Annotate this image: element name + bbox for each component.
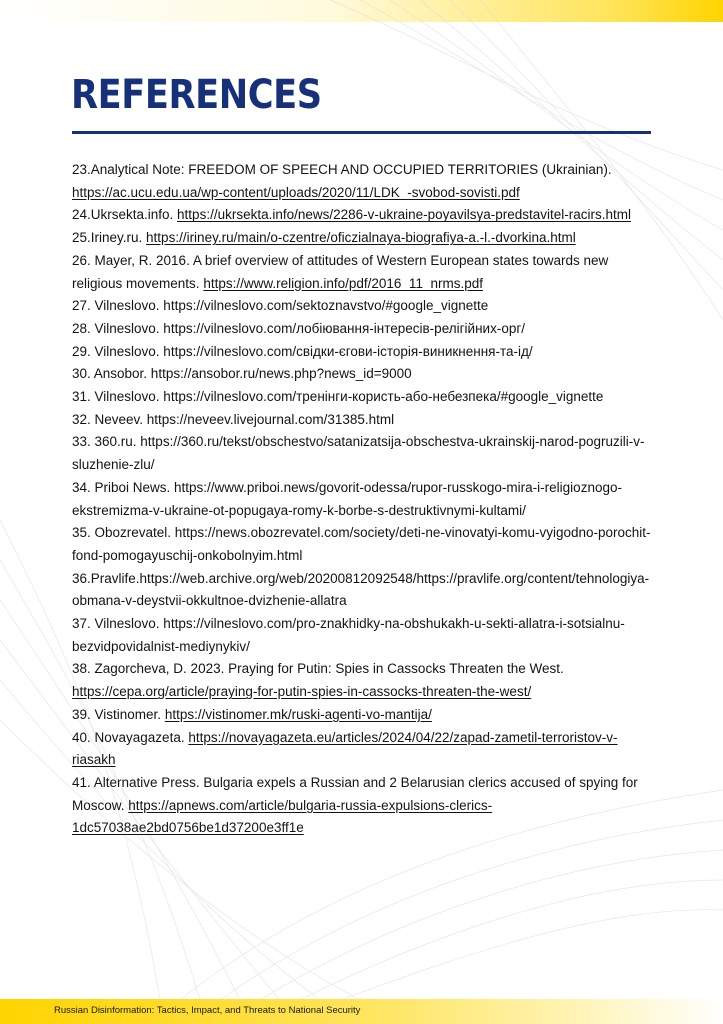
reference-text: 35. Obozrevatel. https://news.obozrevatel.com/society/deti-ne-vinovatyi-komu-vyigodno-porochit-fond-pomogayuschij-onkobolnyim.html xyxy=(72,525,651,563)
references-list xyxy=(72,159,654,840)
reference-text: 23.Analytical Note: FREEDOM OF SPEECH AND OCCUPIED TERRITORIES (Ukrainian). xyxy=(72,162,612,177)
reference-text: 30. Ansobor. https://ansobor.ru/news.php?news_id=9000 xyxy=(72,366,412,382)
reference-text: 31. Vilneslovo. https://vilneslovo.com/тренінги-користь-або-небезпека/#google_vignette xyxy=(72,389,604,405)
reference-link[interactable]: https://iriney.ru/main/o-czentre/oficzialnaya-biografiya-a.-l.-dvorkina.html xyxy=(146,230,576,246)
reference-entry xyxy=(72,727,654,772)
reference-text: 29. Vilneslovo. https://vilneslovo.com/свідки-єгови-історія-виникнення-та-ід/ xyxy=(72,343,533,359)
reference-link[interactable]: https://ukrsekta.info/news/2286-v-ukraine-poyavilsya-predstavitel-racirs.html xyxy=(177,207,631,223)
reference-entry xyxy=(72,658,654,703)
reference-text: 28. Vilneslovo. https://vilneslovo.com/лобіювання-інтересів-релігійних-орг/ xyxy=(72,320,526,336)
reference-link[interactable]: https://vistinomer.mk/ruski-agenti-vo-mantija/ xyxy=(164,706,432,722)
reference-text: 39. Vistinomer. xyxy=(72,706,165,722)
reference-link[interactable]: https://cepa.org/article/praying-for-putin-spies-in-cassocks-threaten-the-west/ xyxy=(72,684,532,700)
reference-link[interactable]: https://ac.ucu.edu.ua/wp-content/uploads/2020/11/LDK_-svobod-sovisti.pdf xyxy=(72,184,520,200)
reference-entry xyxy=(72,409,654,432)
reference-text: 25.Iriney.ru. xyxy=(72,230,147,246)
title-divider xyxy=(72,131,651,134)
reference-entry xyxy=(72,386,654,409)
reference-entry xyxy=(72,772,654,840)
reference-entry xyxy=(72,522,654,567)
footer-band xyxy=(0,999,723,1024)
reference-entry xyxy=(72,431,654,476)
reference-text: 36.Pravlife.https://web.archive.org/web/20200812092548/https://pravlife.org/content/tehnologiya-obmana-v-deystvii-okkultnoe-dvizhenie-allatra xyxy=(72,570,650,609)
reference-text: 32. Neveev. https://neveev.livejournal.com/31385.html xyxy=(72,411,395,427)
reference-entry xyxy=(72,613,654,658)
reference-text: 27. Vilneslovo. https://vilneslovo.com/sektoznavstvo/#google_vignette xyxy=(72,298,489,314)
reference-text: 40. Novayagazeta. xyxy=(72,729,189,745)
reference-link[interactable]: https://www.religion.info/pdf/2016_11_nrms.pdf xyxy=(203,275,483,291)
reference-entry xyxy=(72,704,654,727)
reference-text: 41. Alternative Press. Bulgaria expels a Russian and 2 Belarusian clerics accused of spying for Moscow. xyxy=(72,774,638,813)
reference-entry xyxy=(72,318,654,341)
reference-entry xyxy=(72,204,654,227)
reference-text: 38. Zagorcheva, D. 2023. Praying for Putin: Spies in Cassocks Threaten the West. xyxy=(72,661,564,677)
reference-entry xyxy=(72,227,654,250)
reference-text: 37. Vilneslovo. https://vilneslovo.com/pro-znakhidky-na-obshukakh-u-sekti-allatra-i-sotsialnu-bezvidpovidalnist-mediynykiv/ xyxy=(72,616,625,654)
footer-text: Russian Disinformation: Tactics, Impact, and Threats to National Security xyxy=(54,1005,361,1016)
reference-link[interactable]: https://apnews.com/article/bulgaria-russia-expulsions-clerics-1dc57038ae2bd0756be1d37200e3ff1e xyxy=(72,797,493,836)
reference-entry xyxy=(72,295,654,318)
reference-entry xyxy=(72,568,654,613)
reference-text: 33. 360.ru. https://360.ru/tekst/obschestvo/satanizatsija-obschestva-ukrainskij-narod-pogruzili-v-sluzhenie-zlu/ xyxy=(72,434,645,473)
reference-entry xyxy=(72,159,654,204)
page-title: REFERENCES xyxy=(71,72,322,118)
reference-link[interactable]: https://novayagazeta.eu/articles/2024/04/22/zapad-zametil-terroristov-v-riasakh xyxy=(72,729,618,768)
reference-entry xyxy=(72,363,654,386)
reference-text: 34. Priboi News. https://www.priboi.news/govorit-odessa/rupor-russkogo-mira-i-religioznogo-ekstremizma-v-ukraine-ot-popugaya-romy-k-borbe-s-destruktivnymi-kultami/ xyxy=(72,479,622,518)
reference-entry xyxy=(72,477,654,522)
reference-entry xyxy=(72,250,654,295)
reference-text: 26. Mayer, R. 2016. A brief overview of attitudes of Western European states towards new religious movements. xyxy=(72,252,609,291)
reference-entry xyxy=(72,341,654,364)
reference-text: 24.Ukrsekta.info. xyxy=(72,207,178,223)
